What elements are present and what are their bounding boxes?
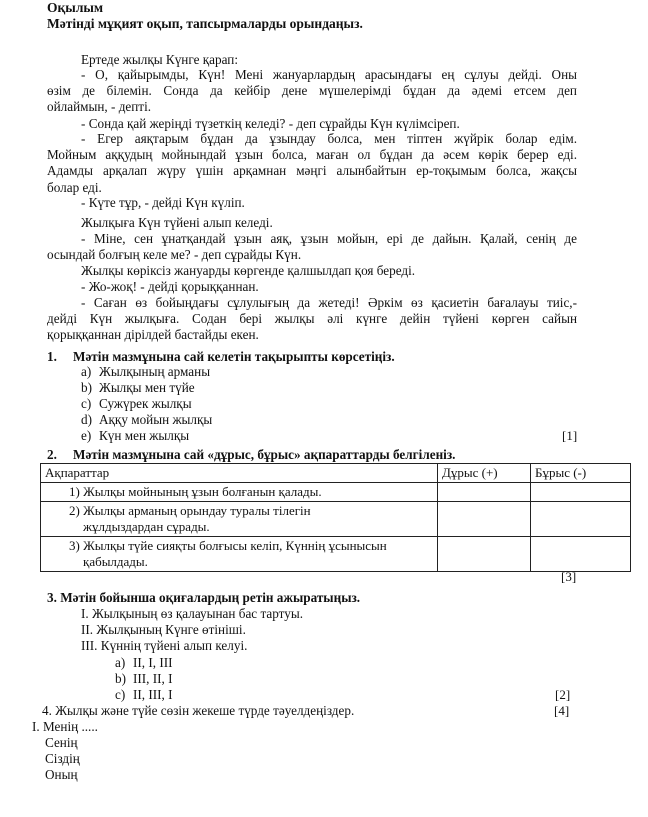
text-paragraph-3: - Сонда қай жеріңді түзеткің келеді? - деп сұрайды Күн күлімсіреп. xyxy=(81,116,460,131)
header-info: Ақпараттар xyxy=(41,464,438,483)
instruction: Мәтінді мұқият оқып, тапсырмаларды орындаңыз. xyxy=(47,16,363,31)
q4-line: Сіздің xyxy=(45,751,80,766)
q4-line: Сенің xyxy=(45,735,78,750)
text-paragraph-10 xyxy=(47,295,577,344)
q3-event: III. Күннің түйені алып келуі. xyxy=(81,638,248,653)
text-line: болар еді. xyxy=(47,179,102,195)
table-row xyxy=(41,483,631,502)
q3-event: I. Жылқының өз қалауынан бас тартуы. xyxy=(81,606,303,621)
text-paragraph-5: - Күте тұр, - дейді Күн күліп. xyxy=(81,195,245,210)
q3-title: 3. Мәтін бойынша оқиғалардың ретін ажыратыңыз. xyxy=(47,590,361,605)
true-answer-cell[interactable] xyxy=(438,537,531,572)
text-line: Адамды арқалап жүру үшін арқамнан мәңгі алынбайтын ер-тоқымым болса, жақсы xyxy=(47,163,577,179)
text-line: - Міне, сен ұнатқандай ұзын аяқ, ұзын мойын, ері де дайын. Қалай, сенің де xyxy=(81,231,577,246)
text-line: Мойным аққудың мойнындай ұзын болса, маған ол бұдан да әсем көрік берер еді. xyxy=(47,147,577,163)
text-paragraph-9: - Жо-жоқ! - дейді қорыққаннан. xyxy=(81,279,259,294)
text-paragraph-2 xyxy=(47,67,577,116)
text-paragraph-1: Ертеде жылқы Күнге қарап: xyxy=(81,52,238,67)
statement-cell: 3) Жылқы түйе сияқты болғысы келіп, Күннің ұсынысын қабылдады. xyxy=(41,537,438,572)
q4-mark: [4] xyxy=(554,703,570,718)
q4-title: 4. Жылқы және түйе сөзін жекеше түрде тәуелдеңіздер. xyxy=(42,703,355,718)
q3-option: c) II, III, I xyxy=(115,687,173,702)
true-answer-cell[interactable] xyxy=(438,483,531,502)
table-header-row xyxy=(41,464,631,483)
text-line: - Саған өз бойыңдағы сұлулығың да жетеді! Әркім өз қасиетін бағалауы тиіс,- xyxy=(81,295,577,310)
q2-mark: [3] xyxy=(561,569,577,584)
q2-title: Мәтін мазмұнына сай «дұрыс, бұрыс» ақпараттарды белгіленіз. xyxy=(73,447,456,462)
q1-option: e) Күн мен жылқы xyxy=(81,428,190,443)
header-true: Дұрыс (+) xyxy=(438,464,531,483)
table-row xyxy=(41,537,631,572)
text-paragraph-7 xyxy=(47,231,577,263)
q1-mark: [1] xyxy=(562,428,578,443)
q4-line: Оның xyxy=(45,767,78,782)
q3-option: b) III, II, I xyxy=(115,671,173,686)
q1-option: c) Сужүрек жылқы xyxy=(81,396,192,411)
table-row xyxy=(41,502,631,537)
text-paragraph-8: Жылқы көріксіз жануарды көргенде қалшылдап қоя береді. xyxy=(81,263,416,278)
false-answer-cell[interactable] xyxy=(531,502,631,537)
q1-title: Мәтін мазмұнына сай келетін тақырыпты көрсетіңіз. xyxy=(73,349,395,364)
false-answer-cell[interactable] xyxy=(531,537,631,572)
text-line: дейді Күн жылқыға. Содан бері жылқы әлі күнге дейін түйені көрген сайын xyxy=(47,311,577,327)
text-paragraph-6: Жылқыға Күн түйені алып келеді. xyxy=(81,215,273,230)
q1-number: 1. xyxy=(47,349,57,364)
q4-line: I. Менің ..... xyxy=(32,719,98,734)
false-answer-cell[interactable] xyxy=(531,483,631,502)
q2-number: 2. xyxy=(47,447,57,462)
q3-option: a) II, I, III xyxy=(115,655,173,670)
header-false: Бұрыс (-) xyxy=(531,464,631,483)
true-answer-cell[interactable] xyxy=(438,502,531,537)
q1-option: d) Аққу мойын жылқы xyxy=(81,412,213,427)
text-line: өзім де білемін. Сонда да кейбір дене мүшелерімді бұдан да әдемі етсем деп xyxy=(47,83,577,99)
text-line: осындай болғың келе ме? - деп сұрайды Күн. xyxy=(47,247,302,263)
q3-mark: [2] xyxy=(555,687,571,702)
text-line: - Егер аяқтарым бұдан да ұзындау болса, мен тіптен жүйрік болар едім. xyxy=(81,131,577,146)
info-table xyxy=(40,463,631,572)
text-line: қорыққаннан дірілдей бастайды екен. xyxy=(47,327,259,343)
q1-option: a) Жылқының арманы xyxy=(81,364,211,379)
statement-cell: 2) Жылқы арманың орындау туралы тілегін жұлдыздардан сұрады. xyxy=(41,502,438,537)
text-line: ойлаймын, - депті. xyxy=(47,99,152,115)
q3-event: II. Жылқының Күнге өтініші. xyxy=(81,622,246,637)
statement-cell: 1) Жылқы мойнының ұзын болғанын қалады. xyxy=(41,483,438,502)
section-title: Оқылым xyxy=(47,0,104,15)
q1-option: b) Жылқы мен түйе xyxy=(81,380,195,395)
text-paragraph-4 xyxy=(47,131,577,196)
text-line: - О, қайырымды, Күн! Мені жануарлардың арасындағы ең сұлуы дейді. Оны xyxy=(81,67,577,82)
